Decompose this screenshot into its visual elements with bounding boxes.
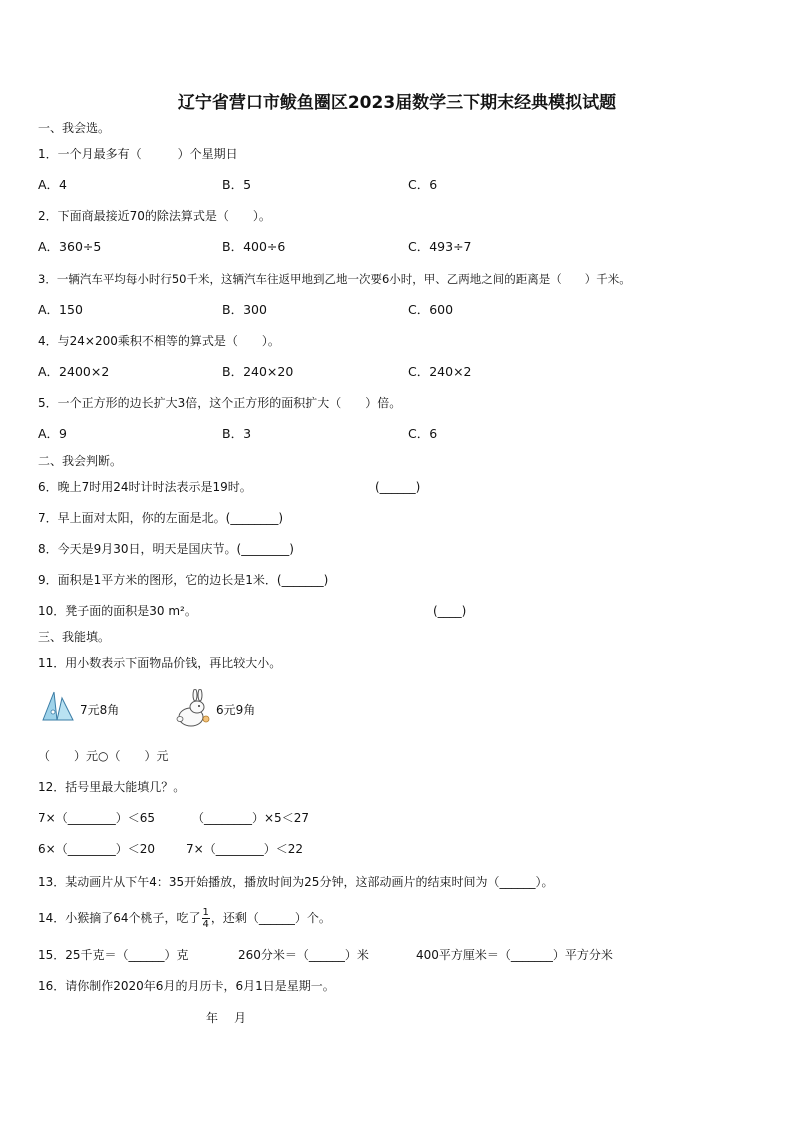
q3-option-a: A．150	[38, 302, 83, 317]
question-6: 6．晚上7时用24时计时法表示是19时。	[38, 480, 252, 494]
calendar-year-label: 年	[206, 1011, 219, 1025]
q5-option-a: A．9	[38, 426, 68, 441]
question-13: 13．某动画片从下午4：35开始播放，播放时间为25分钟，这部动画片的结束时间为（______）。	[38, 875, 554, 889]
question-3: 3．一辆汽车平均每小时行50千米，这辆汽车往返甲地到乙地一次要6小时，甲、乙两地之间的距离是（ ）千米。	[38, 272, 631, 286]
question-8: 8．今天是9月30日，明天是国庆节。(________)	[38, 542, 294, 556]
question-7: 7．早上面对太阳，你的左面是北。(________)	[38, 511, 283, 525]
q11-answer-line[interactable]: （ ）元○（ ）元	[38, 749, 169, 763]
section-1-heading: 一、我会选。	[38, 121, 111, 135]
question-5: 5．一个正方形的边长扩大3倍，这个正方形的面积扩大（ ）倍。	[38, 396, 402, 410]
item2-price: 6元9角	[216, 703, 256, 717]
q15-part-c[interactable]: 400平方厘米＝（_______）平方分米	[416, 948, 613, 962]
question-2: 2．下面商最接近70的除法算式是（ ）。	[38, 209, 271, 223]
q4-option-c: C．240×2	[408, 364, 472, 379]
rabbit-toy-icon	[171, 689, 213, 729]
q1-option-a: A．4	[38, 177, 68, 192]
q2-option-a: A．360÷5	[38, 239, 102, 254]
q6-answer-blank[interactable]: (______)	[375, 480, 421, 494]
fraction-numerator: 1	[202, 907, 209, 918]
fraction-one-quarter	[202, 907, 210, 930]
q5-option-b: B．3	[222, 426, 252, 441]
q12-row1-right[interactable]: （________）×5＜27	[192, 811, 309, 825]
question-9: 9．面积是1平方米的图形，它的边长是1米．(_______)	[38, 573, 329, 587]
q14-text-after: ，还剩（______）个。	[210, 911, 331, 925]
question-1: 1．一个月最多有（ ）个星期日	[38, 147, 238, 161]
q12-row1-left[interactable]: 7×（________）＜65	[38, 811, 155, 825]
question-11: 11．用小数表示下面物品价钱，再比较大小。	[38, 656, 282, 670]
question-4: 4．与24×200乘积不相等的算式是（ ）。	[38, 334, 280, 348]
calendar-month-label: 月	[234, 1011, 247, 1025]
q2-option-b: B．400÷6	[222, 239, 286, 254]
q1-option-b: B．5	[222, 177, 252, 192]
q3-option-b: B．300	[222, 302, 267, 317]
q3-option-c: C．600	[408, 302, 454, 317]
question-10: 10．凳子面的面积是30 m²。	[38, 604, 197, 618]
section-3-heading: 三、我能填。	[38, 630, 111, 644]
q2-option-c: C．493÷7	[408, 239, 472, 254]
question-14	[38, 905, 331, 931]
q12-row2-right[interactable]: 7×（________）＜22	[186, 842, 303, 856]
question-16: 16．请你制作2020年6月的月历卡，6月1日是星期一。	[38, 979, 335, 993]
q4-option-b: B．240×20	[222, 364, 294, 379]
q1-option-c: C．6	[408, 177, 438, 192]
section-2-heading: 二、我会判断。	[38, 454, 123, 468]
q15-part-a[interactable]: 15．25千克＝（______）克	[38, 948, 189, 962]
q15-part-b[interactable]: 260分米＝（______）米	[238, 948, 369, 962]
triangle-ruler-icon	[40, 688, 76, 724]
q12-row2-left[interactable]: 6×（________）＜20	[38, 842, 155, 856]
q10-answer-blank[interactable]: (____)	[433, 604, 467, 618]
fraction-denominator: 4	[202, 919, 209, 930]
question-12: 12．括号里最大能填几？。	[38, 780, 186, 794]
q14-text-before: 14．小猴摘了64个桃子，吃了	[38, 911, 201, 925]
page-title: 辽宁省营口市鲅鱼圈区2023届数学三下期末经典模拟试题	[177, 93, 617, 113]
item1-price: 7元8角	[80, 703, 120, 717]
q5-option-c: C．6	[408, 426, 438, 441]
q4-option-a: A．2400×2	[38, 364, 110, 379]
